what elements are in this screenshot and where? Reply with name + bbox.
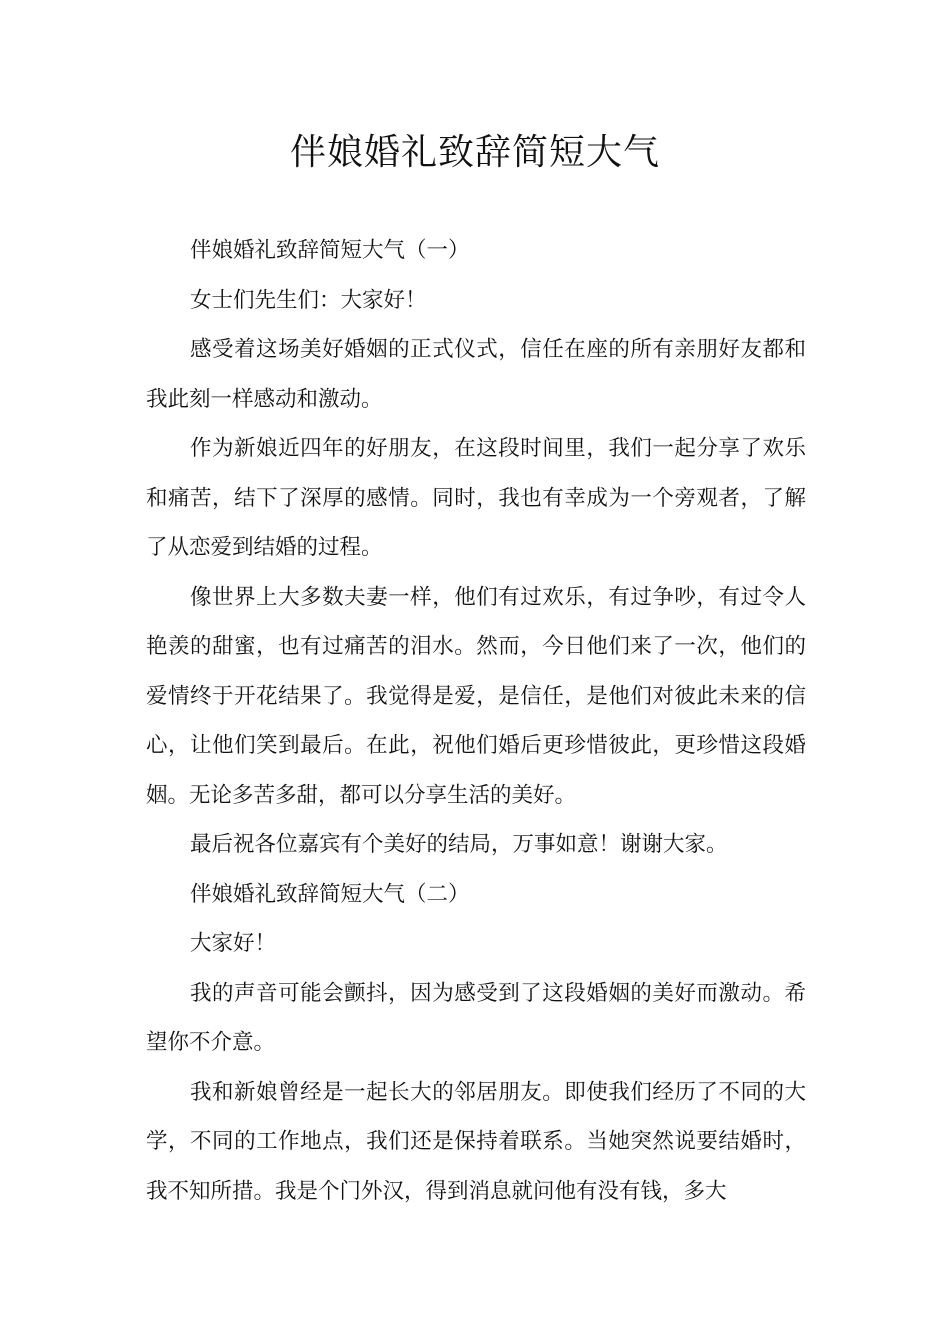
paragraph-section-heading-2: 伴娘婚礼致辞简短大气（二） [190, 881, 470, 907]
paragraph-closing-1: 最后祝各位嘉宾有个美好的结局，万事如意！谢谢大家。 [190, 832, 728, 857]
document-title: 伴娘婚礼致辞简短大气 [289, 132, 660, 173]
paragraph-greeting-1: 女士们先生们：大家好！ [190, 287, 427, 313]
paragraph: 作为新娘近四年的好朋友，在这段时间里，我们一起分享了欢乐和痛苦，结下了深厚的感情。同时，我也有幸成为一个旁观者，了解了从恋爱到结婚的过程。 [146, 436, 806, 560]
paragraph-greeting-2: 大家好！ [190, 931, 277, 956]
document-body [146, 226, 806, 1216]
paragraph: 我和新娘曾经是一起长大的邻居朋友。即使我们经历了不同的大学，不同的工作地点，我们还是保持着联系。当她突然说要结婚时，我不知所措。我是个门外汉，得到消息就问他有没有钱，多大 [146, 1079, 806, 1204]
paragraph-section-heading-1: 伴娘婚礼致辞简短大气（一） [190, 238, 470, 263]
paragraph: 我的声音可能会颤抖，因为感受到了这段婚姻的美好而激动。希望你不介意。 [146, 980, 806, 1055]
paragraph: 感受着这场美好婚姻的正式仪式，信任在座的所有亲朋好友都和我此刻一样感动和激动。 [146, 337, 806, 412]
paragraph: 像世界上大多数夫妻一样，他们有过欢乐，有过争吵，有过令人艳羡的甜蜜，也有过痛苦的泪水。然而，今日他们来了一次，他们的爱情终于开花结果了。我觉得是爱，是信任，是他们对彼此未来的信心，让他们笑到最后。在此，祝他们婚后更珍惜彼此，更珍惜这段婚姻。无论多苦多甜，都可以分享生活的美好。 [146, 584, 806, 808]
